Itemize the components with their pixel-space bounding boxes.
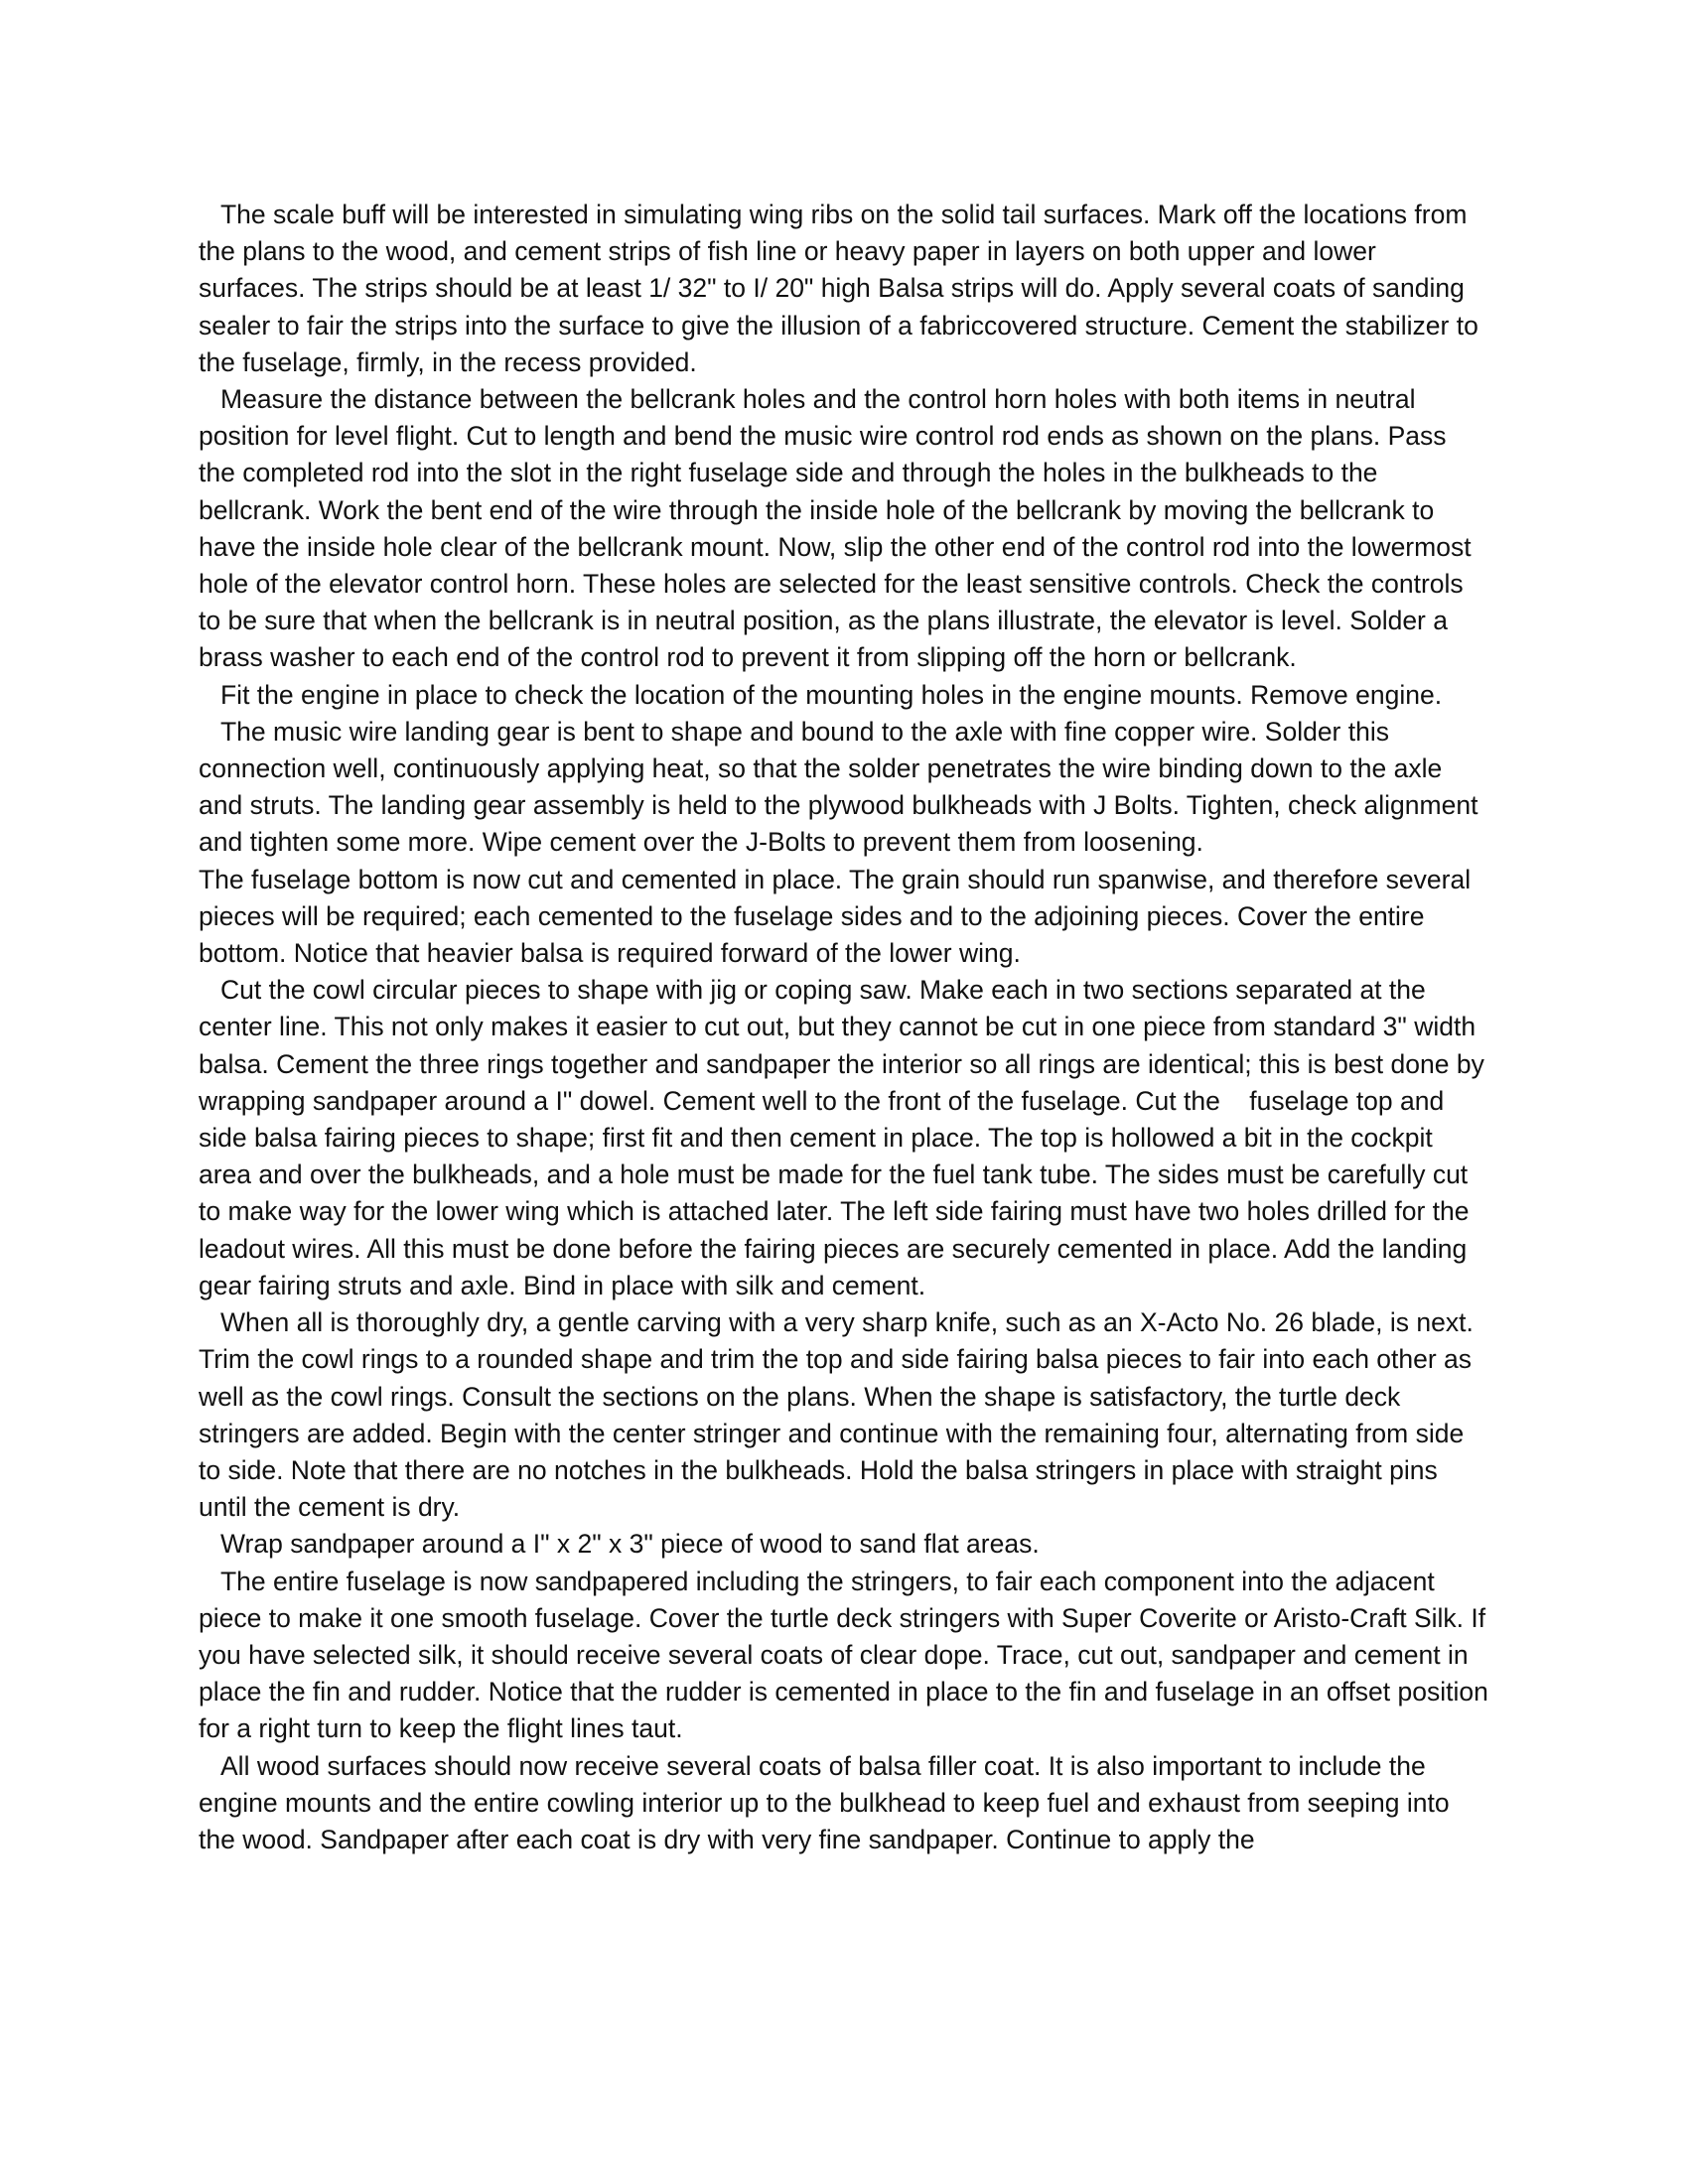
paragraph-tail-ribs: The scale buff will be interested in simulating wing ribs on the solid tail surfaces. Mark off the locations from the plans to the wood, and cement strips of fish line or heavy paper in layers on both upper and lower surfaces. The strips should be at least 1/ 32" to I/ 20" high Balsa strips will do. Apply several coats of sanding sealer to fair the strips into the surface to give the illusion of a fabriccovered structure. Cement the stabilizer to the fuselage, firmly, in the recess provided. bbox=[199, 200, 1486, 377]
paragraph-cowl: Cut the cowl circular pieces to shape with jig or coping saw. Make each in two sections separated at the center line. This not only makes it easier to cut out, but they cannot be cut in one piece from standard 3" width balsa. Cement the three rings together and sandpaper the interior so all rings are identical; this is best done by wrapping sandpaper around a I" dowel. Cement well to the front of the fuselage. Cut the fuselage top and side balsa fairing pieces to shape; first fit and then cement in place. The top is hollowed a bit in the cockpit area and over the bulkheads, and a hole must be made for the fuel tank tube. The sides must be carefully cut to make way for the lower wing which is attached later. The left side fairing must have two holes drilled for the leadout wires. All this must be done before the fairing pieces are securely cemented in place. Add the landing gear fairing struts and axle. Bind in place with silk and cement. bbox=[199, 975, 1492, 1300]
paragraph-engine-fit: Fit the engine in place to check the location of the mounting holes in the engine mounts. Remove engine. bbox=[220, 679, 1443, 710]
paragraph-carving: When all is thoroughly dry, a gentle carving with a very sharp knife, such as an X-Acto No. 26 blade, is next. Trim the cowl rings to a rounded shape and trim the top and side fairing balsa pieces to fair into each other as well as the cowl rings. Consult the sections on the plans. When the shape is satisfactory, the turtle deck stringers are added. Begin with the center stringer and continue with the remaining four, alternating from side to side. Note that there are no notches in the bulkheads. Hold the balsa stringers in place with straight pins until the cement is dry. bbox=[199, 1307, 1480, 1523]
paragraph-filler-coat: All wood surfaces should now receive several coats of balsa filler coat. It is also important to include the engine mounts and the entire cowling interior up to the bulkhead to keep fuel and exhaust from seeping into the wood. Sandpaper after each coat is dry with very fine sandpaper. Continue to apply the bbox=[199, 1750, 1457, 1854]
paragraph-fuselage-sanding: The entire fuselage is now sandpapered including the stringers, to fair each component into the adjacent piece to make it one smooth fuselage. Cover the turtle deck stringers with Super Coverite or Aristo-Craft Silk. If you have selected silk, it should receive several coats of clear dope. Trace, cut out, sandpaper and cement in place the fin and rudder. Notice that the rudder is cemented in place to the fin and fuselage in an offset position for a right turn to keep the flight lines taut. bbox=[199, 1566, 1496, 1744]
paragraph-sanding-block: Wrap sandpaper around a I" x 2" x 3" piece of wood to sand flat areas. bbox=[220, 1529, 1040, 1560]
paragraph-fuselage-bottom: The fuselage bottom is now cut and cemented in place. The grain should run spanwise, and therefore several pieces will be required; each cemented to the fuselage sides and to the adjoining pieces. Cover the entire bottom. Notice that heavier balsa is required forward of the lower wing. bbox=[199, 864, 1478, 969]
body-text bbox=[199, 197, 1496, 1858]
paragraph-landing-gear: The music wire landing gear is bent to shape and bound to the axle with fine copper wire. Solder this connection well, continuously applying heat, so that the solder penetrates the wire binding down to the axle and struts. The landing gear assembly is held to the plywood bulkheads with J Bolts. Tighten, check alignment and tighten some more. Wipe cement over the J-Bolts to prevent them from loosening. bbox=[199, 716, 1485, 858]
paragraph-control-rod: Measure the distance between the bellcrank holes and the control horn holes with both items in neutral position for level flight. Cut to length and bend the music wire control rod ends as shown on the plans. Pass the completed rod into the slot in the right fuselage side and through the holes in the bulkheads to the bellcrank. Work the bent end of the wire through the inside hole of the bellcrank by moving the bellcrank to have the inside hole clear of the bellcrank mount. Now, slip the other end of the control rod into the lowermost hole of the elevator control horn. These holes are selected for the least sensitive controls. Check the controls to be sure that when the bellcrank is in neutral position, as the plans illustrate, the elevator is level. Solder a brass washer to each end of the control rod to prevent it from slipping off the horn or bellcrank. bbox=[199, 384, 1478, 673]
